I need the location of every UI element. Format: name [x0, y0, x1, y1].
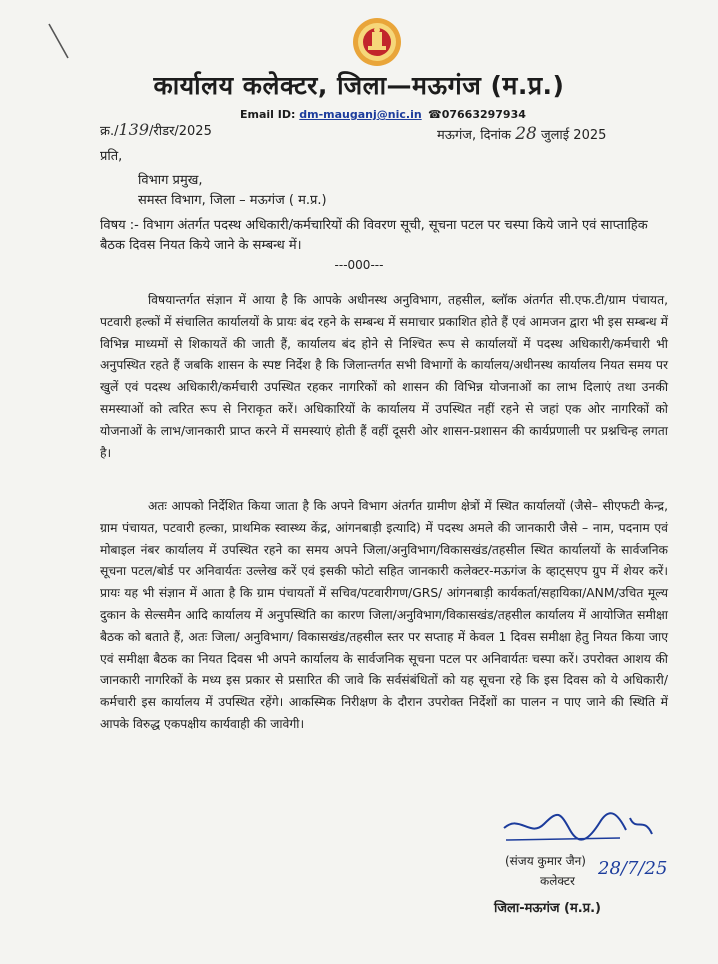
body-paragraph-2: अतः आपको निर्देशित किया जाता है कि अपने विभाग अंतर्गत ग्रामीण क्षेत्रों में स्थित कार्यालयों (जैसे– सीएफटी केन्द्र, ग्राम पंचायत, पटवारी हल्का, प्राथमिक स्वास्थ्य केंद्र, आंगनबाड़ी इत्यादि) में पदस्थ अमले की जानकारी जैसे – नाम, पदनाम एवं मोबाइल नंबर कार्यालय में उपस्थित रहने का समय अपने जिला/अनुविभाग/विकासखंड/तहसील स्थित कार्यालयों के सार्वजनिक सूचना पटल/बोर्ड पर अनिवार्यतः उल्लेख करें एवं इसकी फोटो सहित जानकारी कलेक्टर-मऊगंज के व्हाट्सएप ग्रुप में शेयर करें। प्रायः यह भी संज्ञान में आता है कि ग्राम पंचायतों में सचिव/पटवारीगण/GRS/ आंगनबाड़ी कार्यकर्ता/सहायिका/ANM/उचित मूल्य दुकान के सेल्समैन आदि कार्यालय में अनुपस्थिति का कारण जिला/अनुविभाग/विकासखंड/तहसील कार्यालय में आयोजित समीक्षा बैठक को बताते हैं, अतः जिला/ अनुविभाग/ विकासखंड/तहसील स्तर पर सप्ताह में केवल 1 दिवस समीक्षा हेतु नियत किया जाए एवं समीक्षा बैठक का नियत दिवस भी अपने कार्यालय के सार्वजनिक सूचना पटल पर अनिवार्यतः चस्पा करें। उपरोक्त आशय की जानकारी नागरिकों के मध्य इस प्रकार से प्रसारित की जावे कि सर्वसंबंधितों को यह सूचना रहे कि इस दिवस को ये अधिकारी/कर्मचारी इस कार्यालय में उपस्थित रहेंगे। आकस्मिक निरीक्षण के दौरान उपरोक्त निर्देशों का पालन न पाए जाने की स्थिति में आपके विरुद्ध एकपक्षीय कार्यवाही की जावेगी।	[100, 499, 668, 731]
office-title: कार्यालय कलेक्टर, जिला—मऊगंज (म.प्र.)	[153, 71, 565, 100]
reference-handwritten-number: 139	[118, 120, 150, 139]
signature-date-handwritten: 28/7/25	[598, 858, 668, 879]
reference-suffix: /रीडर/2025	[149, 124, 212, 139]
dateline-day: 28	[515, 124, 537, 144]
signatory-place: जिला-मऊगंज (म.प्र.)	[494, 901, 601, 916]
signature-icon	[500, 808, 660, 848]
signatory-designation: कलेक्टर	[540, 874, 575, 888]
body-paragraph-1: विषयान्तर्गत संज्ञान में आया है कि आपके अधीनस्थ अनुविभाग, तहसील, ब्लॉक अंतर्गत सी.एफ.टी/ग्राम पंचायत, पटवारी हल्कों में संचालित कार्यालयों के प्रायः बंद रहने के सम्बन्ध में समाचार प्रकाशित होते हैं एवं आमजन द्वारा भी इस सम्बन्ध में विभिन्न माध्यमों से शिकायतें की जाती हैं, कार्यालय बंद होने से निश्चित रूप से कार्यालयों में पदस्थ अधिकारी/कर्मचारी भी अनुपस्थित रहते हैं जबकि शासन के स्पष्ट निर्देश है कि जिलान्तर्गत सभी विभागों के कार्यालय/अधीनस्थ कार्यालय नियत समय पर खुलें एवं पदस्थ अधिकारी/कर्मचारी उपस्थित रहकर नागरिकों को शासन की विभिन्न योजनाओं का लाभ दिलाएं तथा उनकी समस्याओं को त्वरित रूप से निराकृत करें। अधिकारियों के कार्यालय में उपस्थित नहीं रहने से जहां एक ओर नागरिकों को योजनाओं के लाभ/जानकारी प्राप्त करने में समस्याएं होती हैं वहीं दूसरी ओर शासन-प्रशासन की कार्यप्रणाली पर प्रश्नचिन्ह लगता है।	[100, 293, 668, 460]
reference-number	[100, 120, 212, 139]
signatory-name: (संजय कुमार जैन)	[505, 854, 586, 868]
contact-line	[240, 108, 526, 121]
subject-line: विषय :- विभाग अंतर्गत पदस्थ अधिकारी/कर्मचारियों की विवरण सूची, सूचना पटल पर चस्पा किये जाने एवं साप्ताहिक बैठक दिवस नियत किये जाने के सम्बन्ध में।	[100, 218, 648, 253]
section-divider: ---000---	[334, 258, 384, 272]
dateline-place: मऊगंज, दिनांक	[437, 128, 512, 143]
reference-prefix: क्र./	[100, 124, 119, 139]
recipient-prati: प्रति,	[100, 149, 123, 164]
email-label: Email ID:	[240, 108, 296, 121]
recipient-line-2: समस्त विभाग, जिला – मऊगंज ( म.प्र.)	[138, 193, 327, 208]
email-link[interactable]: dm-mauganj@nic.in	[299, 108, 422, 121]
dateline	[437, 124, 606, 144]
pen-mark	[46, 22, 74, 62]
government-emblem-icon	[348, 16, 406, 68]
dateline-month-year: जुलाई 2025	[540, 128, 607, 143]
phone-number: ☎07663297934	[428, 108, 526, 121]
recipient-line-1: विभाग प्रमुख,	[138, 173, 203, 188]
